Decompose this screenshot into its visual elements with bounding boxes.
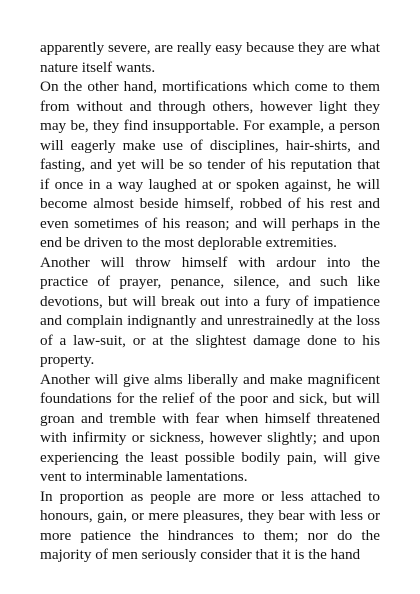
paragraph-2: On the other hand, mortifications which come to them from without and through others, however light they may be, they find insupportable. For example, a person will eagerly make use of disciplines, hair-shirts, and fasting, and yet will be so tender of his reputation that if once in a way laughed at or spoken against, he will become almost beside himself, robbed of his rest and even sometimes of his reason; and will perhaps in the end be driven to the most deplorable extremities.: [40, 78, 380, 251]
paragraph-1: apparently severe, are really easy because they are what nature itself wants.: [40, 39, 380, 76]
paragraph-5: In proportion as people are more or less attached to honours, gain, or mere pleasures, they bear with less or more patience the hindrances to them; nor do the majority of men seriously consider that it is the hand: [40, 487, 380, 563]
paragraph-4: Another will give alms liberally and make magnificent foundations for the relief of the poor and sick, but will groan and tremble with fear when himself threatened with infirmity or sickness, however slightly; and upon experiencing the least possible bodily pain, will give vent to interminable lamentations.: [40, 370, 380, 485]
page-body: [40, 38, 380, 565]
paragraph-3: Another will throw himself with ardour into the practice of prayer, penance, silence, and such like devotions, but will break out into a fury of impatience and complain indignantly and unrestrainedly at the loss of a law-suit, or at the slightest damage done to his property.: [40, 253, 380, 368]
